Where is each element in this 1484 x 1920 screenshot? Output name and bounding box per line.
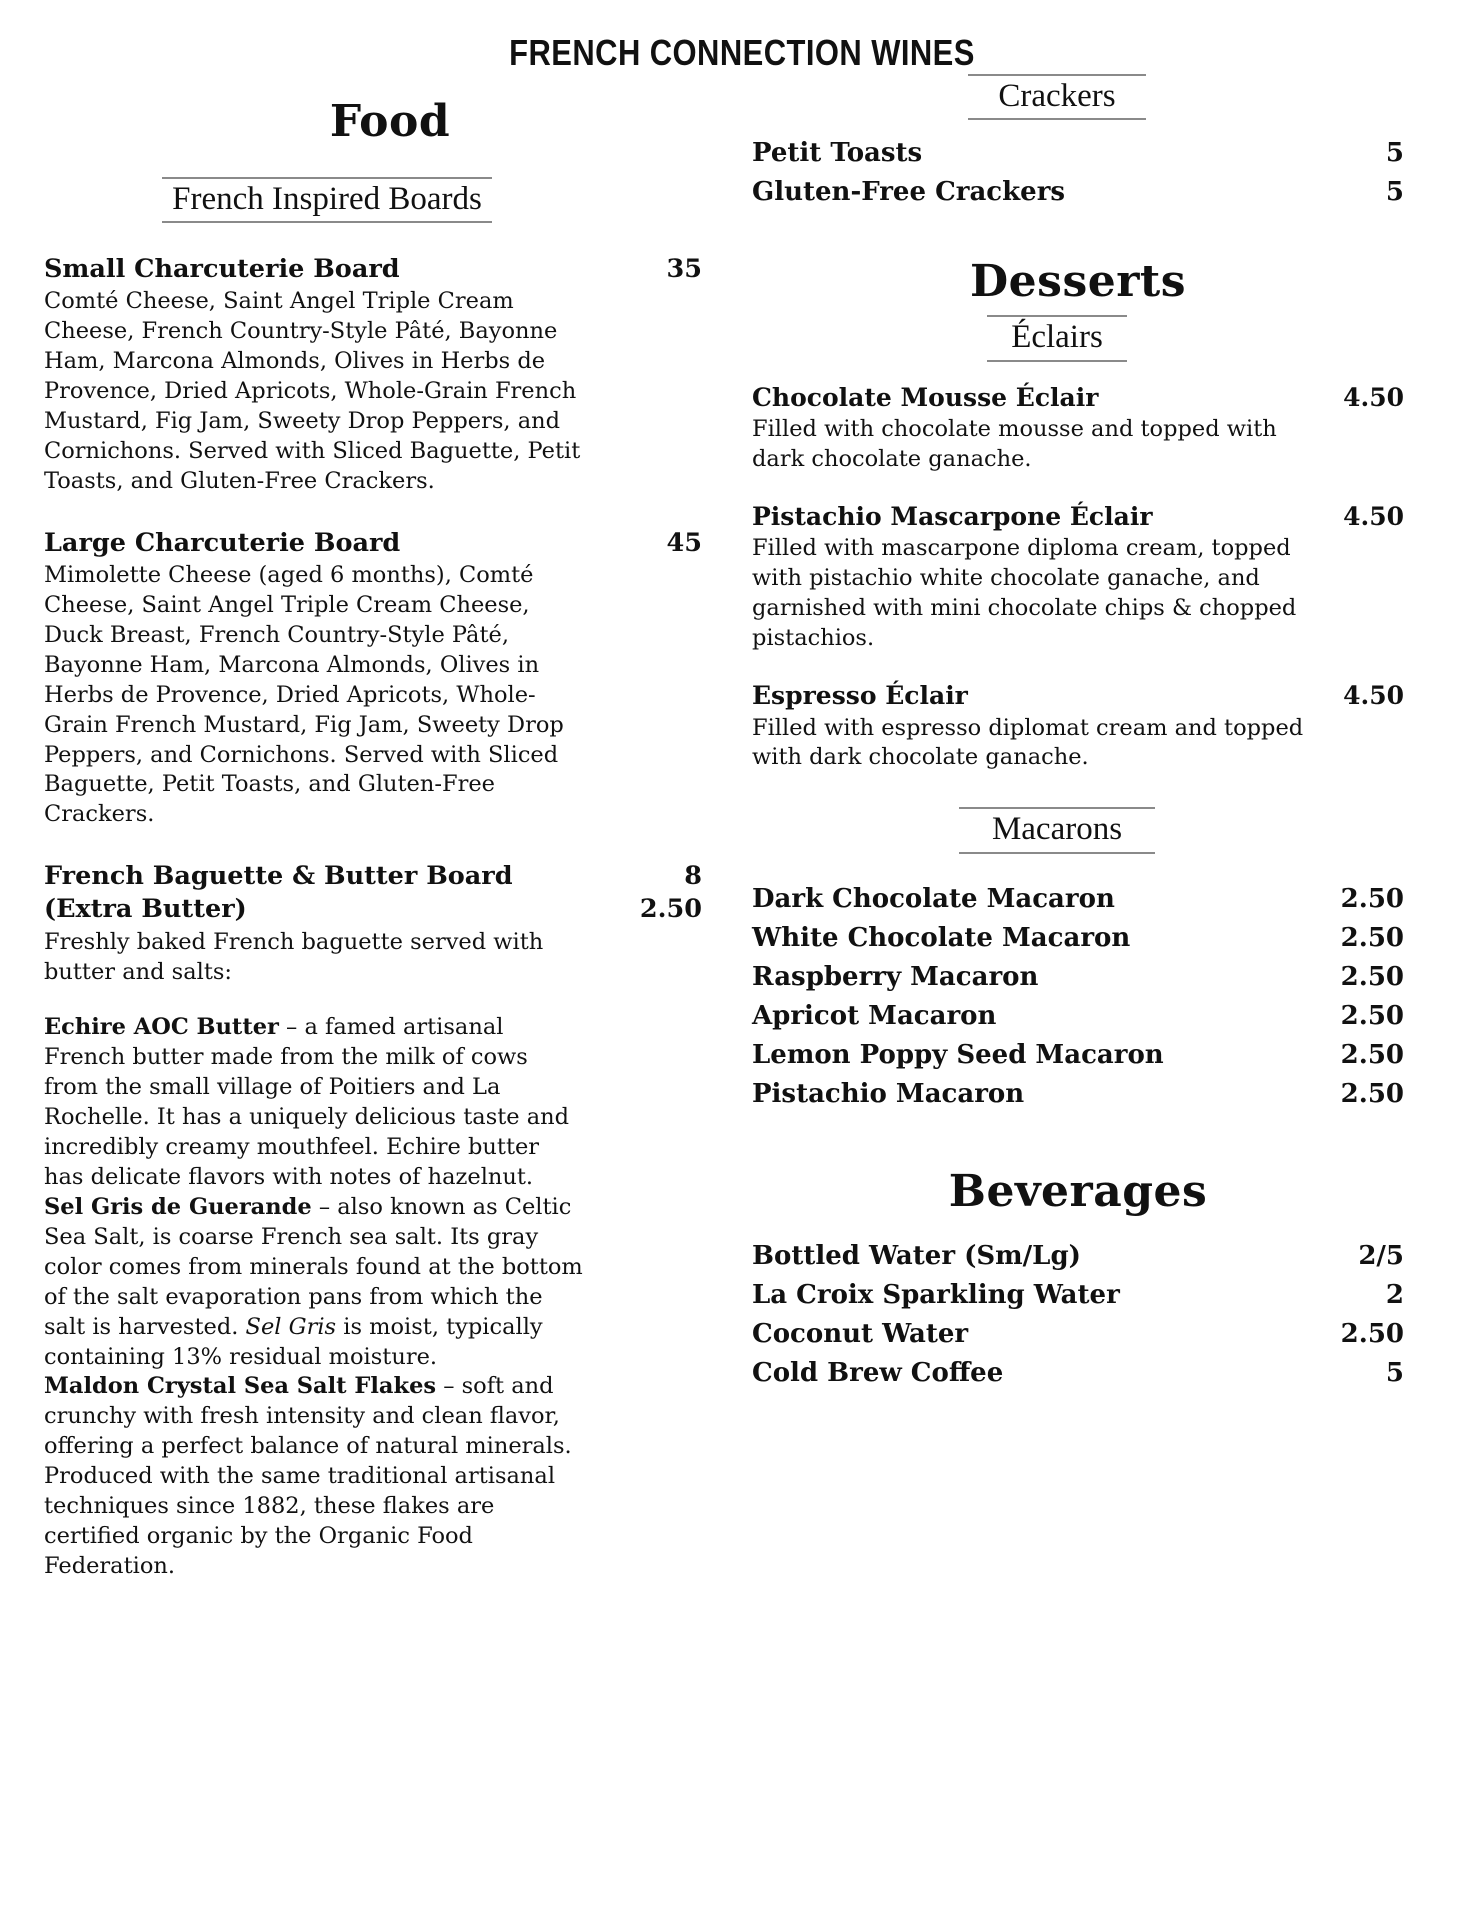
item-description: Mimolette Cheese (aged 6 months), Comté Cheese, Saint Angel Triple Cream Cheese, Duck Breast, French Country-Style Pâté, Bayonne Ham, Marcona Almonds, Olives in Herbs de Provence, Dried Apricots, Whole-Grain French Mustard, Fig Jam, Sweety Drop Peppers, and Cornichons. Served with Sliced Baguette, Petit Toasts, and Gluten-Free Crackers. bbox=[44, 562, 564, 828]
item-name: La Croix Sparkling Water bbox=[752, 1279, 1120, 1310]
item-name: Coconut Water bbox=[752, 1318, 969, 1349]
item-name: Bottled Water (Sm/Lg) bbox=[752, 1240, 1081, 1271]
item-heading-row bbox=[44, 860, 702, 893]
list-item bbox=[752, 1315, 1404, 1354]
item-heading-row bbox=[752, 501, 1404, 534]
subheading-eclairs: Éclairs bbox=[987, 315, 1127, 361]
item-description: Comté Cheese, Saint Angel Triple Cream Cheese, French Country-Style Pâté, Bayonne Ham, Marcona Almonds, Olives in Herbs de Provence, Dried Apricots, Whole-Grain French Mustard, Fig Jam, Sweety Drop Peppers, and Cornichons. Served with Sliced Baguette, Petit Toasts, and Gluten-Free Crackers. bbox=[44, 288, 581, 494]
item-price: 35 bbox=[666, 254, 702, 285]
item-extra-name: (Extra Butter) bbox=[44, 894, 247, 925]
item-description: Filled with chocolate mousse and topped with dark chocolate ganache. bbox=[752, 416, 1277, 472]
item-name: Large Charcuterie Board bbox=[44, 527, 401, 558]
list-item bbox=[752, 1075, 1404, 1114]
salt-description-sel-gris bbox=[44, 1193, 584, 1373]
salt-dash: – bbox=[436, 1373, 462, 1400]
boards-list bbox=[44, 253, 702, 1582]
salt-text: soft and crunchy with fresh intensity and clean flavor, offering a perfect balance of natural minerals. Produced with the same traditional artisanal techniques since 1882, these flakes are certified organic by the Organic Food Federation. bbox=[44, 1373, 572, 1580]
macarons-list bbox=[752, 880, 1404, 1114]
item-name: Dark Chocolate Macaron bbox=[752, 883, 1115, 914]
section-heading-food: Food bbox=[329, 96, 451, 147]
item-price: 5 bbox=[1385, 138, 1404, 169]
section-heading-beverages: Beverages bbox=[948, 1165, 1208, 1217]
salts-list bbox=[44, 1013, 702, 1582]
menu-item bbox=[752, 680, 1404, 773]
salt-description-maldon bbox=[44, 1372, 584, 1581]
salt-text: a famed artisanal French butter made from the milk of cows from the small village of Poitiers and La Rochelle. It has a uniquely delicious taste and incredibly creamy mouthfeel. Echire butter has delicate flavors with notes of hazelnut. bbox=[44, 1014, 570, 1191]
item-price: 5 bbox=[1385, 177, 1404, 208]
subheading-crackers: Crackers bbox=[968, 74, 1146, 120]
item-name: Espresso Éclair bbox=[752, 681, 968, 711]
subheading-macarons: Macarons bbox=[959, 807, 1155, 853]
item-heading-row bbox=[752, 680, 1404, 713]
item-name: Small Charcuterie Board bbox=[44, 254, 400, 285]
menu-item bbox=[752, 501, 1404, 654]
right-column bbox=[724, 74, 1404, 1393]
item-extra-price: 2.50 bbox=[639, 894, 702, 925]
item-name: Cold Brew Coffee bbox=[752, 1357, 1004, 1388]
list-item bbox=[752, 173, 1404, 212]
list-item bbox=[752, 1237, 1404, 1276]
crackers-list bbox=[752, 134, 1404, 212]
item-price: 2 bbox=[1385, 1279, 1404, 1310]
item-description: Freshly baked French baguette served with butter and salts: bbox=[44, 928, 544, 985]
salt-lead-in: Sel Gris de Guerande bbox=[44, 1193, 312, 1220]
eclairs-list bbox=[752, 382, 1404, 774]
item-heading-row bbox=[44, 253, 702, 286]
salt-dash: – bbox=[278, 1014, 305, 1041]
list-item bbox=[752, 997, 1404, 1036]
menu-item bbox=[44, 527, 702, 830]
item-price: 8 bbox=[684, 861, 702, 892]
item-name: Petit Toasts bbox=[752, 138, 923, 169]
list-item bbox=[752, 958, 1404, 997]
item-name: Pistachio Mascarpone Éclair bbox=[752, 501, 1153, 531]
item-description: Filled with espresso diplomat cream and topped with dark chocolate ganache. bbox=[752, 714, 1304, 771]
menu-item-baguette-butter-board bbox=[44, 860, 702, 987]
salt-lead-in: Maldon Crystal Sea Salt Flakes bbox=[44, 1373, 437, 1400]
item-price: 5 bbox=[1385, 1357, 1404, 1388]
item-price: 2.50 bbox=[1340, 1000, 1404, 1031]
item-name: Pistachio Macaron bbox=[752, 1078, 1025, 1109]
item-name: Raspberry Macaron bbox=[752, 961, 1039, 992]
item-price: 2.50 bbox=[1340, 922, 1404, 953]
section-heading-desserts: Desserts bbox=[970, 256, 1186, 308]
item-description: Filled with mascarpone diploma cream, topped with pistachio white chocolate ganache, and garnished with mini chocolate chips & chopped pistachios. bbox=[752, 535, 1297, 652]
item-price: 4.50 bbox=[1343, 501, 1404, 531]
salt-text-before: also known as Celtic Sea Salt, is coarse French sea salt. Its gray color comes from minerals found at the bottom of the salt evaporation pans from which the salt is harvested. bbox=[44, 1193, 583, 1340]
list-item bbox=[752, 919, 1404, 958]
list-item bbox=[752, 1036, 1404, 1075]
item-price: 2/5 bbox=[1358, 1240, 1404, 1271]
menu-item bbox=[752, 382, 1404, 475]
beverages-list bbox=[752, 1237, 1404, 1393]
salt-description-echire bbox=[44, 1013, 584, 1193]
list-item bbox=[752, 134, 1404, 173]
item-name: Chocolate Mousse Éclair bbox=[752, 382, 1099, 412]
page-title: FRENCH CONNECTION WINES bbox=[509, 32, 975, 73]
item-heading-row bbox=[44, 527, 702, 560]
item-price: 2.50 bbox=[1340, 883, 1404, 914]
salt-lead-in: Echire AOC Butter bbox=[44, 1014, 279, 1041]
item-price: 2.50 bbox=[1340, 1318, 1404, 1349]
item-price: 45 bbox=[666, 527, 702, 558]
item-name: Lemon Poppy Seed Macaron bbox=[752, 1039, 1164, 1070]
item-name: Apricot Macaron bbox=[752, 1000, 997, 1031]
item-price: 4.50 bbox=[1343, 681, 1404, 711]
salt-dash: – bbox=[311, 1193, 338, 1220]
item-heading-row bbox=[752, 382, 1404, 415]
item-price: 2.50 bbox=[1340, 1078, 1404, 1109]
item-name: Gluten-Free Crackers bbox=[752, 177, 1066, 208]
menu-item bbox=[44, 253, 702, 497]
left-column bbox=[44, 74, 724, 1582]
item-extra-row bbox=[44, 893, 702, 926]
item-price: 2.50 bbox=[1340, 961, 1404, 992]
list-item bbox=[752, 880, 1404, 919]
list-item bbox=[752, 1276, 1404, 1315]
list-item bbox=[752, 1354, 1404, 1393]
item-name: White Chocolate Macaron bbox=[752, 922, 1131, 953]
item-price: 4.50 bbox=[1343, 382, 1404, 412]
salt-text-after: is moist, typically containing 13% residual moisture. bbox=[44, 1313, 543, 1370]
item-name: French Baguette & Butter Board bbox=[44, 861, 513, 892]
subheading-french-inspired-boards: French Inspired Boards bbox=[162, 177, 492, 223]
menu-columns bbox=[0, 74, 1484, 1582]
salt-italic-term: Sel Gris bbox=[245, 1313, 337, 1340]
item-price: 2.50 bbox=[1340, 1039, 1404, 1070]
